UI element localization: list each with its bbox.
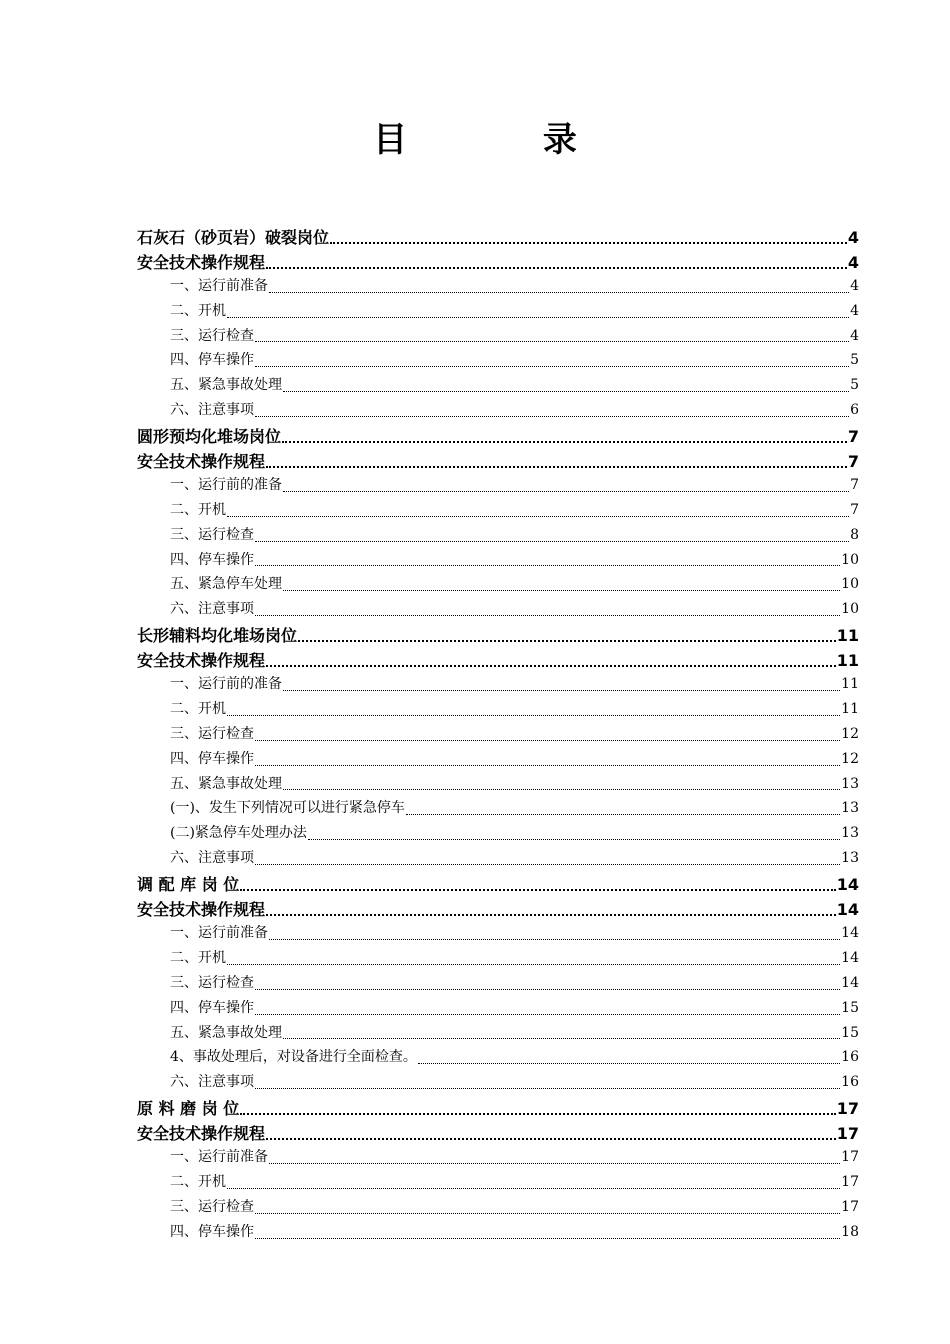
- toc-entry-text: 六、注意事项: [170, 601, 254, 618]
- toc-heading-entry[interactable]: [137, 1121, 859, 1146]
- toc-page-number: 14: [836, 900, 859, 920]
- dot-leader: [255, 972, 840, 997]
- toc-heading-entry[interactable]: [137, 872, 859, 897]
- toc-entry-text: 六、注意事项: [170, 1074, 254, 1091]
- toc-entry-text: 五、紧急事故处理: [170, 775, 282, 792]
- dot-leader: [227, 947, 840, 972]
- toc-page-number: 10: [841, 601, 859, 618]
- toc-page-number: 4: [847, 252, 859, 272]
- toc-heading-entry[interactable]: [137, 623, 859, 648]
- toc-page-number: 17: [841, 1173, 859, 1190]
- toc-entry-text: 二、开机: [170, 302, 226, 319]
- toc-page-number: 6: [850, 402, 859, 419]
- toc-entry-text: 五、紧急事故处理: [170, 377, 282, 394]
- dot-leader: [255, 1196, 840, 1221]
- toc-page-number: 12: [841, 725, 859, 742]
- toc-subentry[interactable]: [137, 349, 859, 374]
- toc-entry-text: 三、运行检查: [170, 974, 254, 991]
- dot-leader: [283, 573, 840, 598]
- toc-page-number: 16: [841, 1074, 859, 1091]
- dot-leader: [255, 598, 840, 623]
- toc-page-number: 7: [850, 476, 859, 493]
- dot-leader: [227, 499, 849, 524]
- dot-leader: [266, 1121, 836, 1146]
- toc-page-number: 13: [841, 800, 859, 817]
- toc-page-number: 17: [841, 1198, 859, 1215]
- toc-entry-text: 一、运行前的准备: [170, 476, 282, 493]
- toc-subentry[interactable]: [137, 997, 859, 1022]
- toc-entry-text: 圆形预均化堆场岗位: [137, 427, 282, 447]
- toc-subentry[interactable]: [137, 1046, 859, 1071]
- toc-entry-text: 四、停车操作: [170, 1223, 254, 1240]
- toc-entry-text: (二)紧急停车处理办法: [170, 825, 307, 842]
- dot-leader: [406, 797, 840, 822]
- toc-subentry[interactable]: [137, 399, 859, 424]
- toc-page-number: 10: [841, 551, 859, 568]
- dot-leader: [255, 349, 849, 374]
- toc-page-number: 15: [841, 999, 859, 1016]
- toc-heading-entry[interactable]: [137, 648, 859, 673]
- toc-entry-text: 一、运行前准备: [170, 924, 268, 941]
- toc-subentry[interactable]: [137, 374, 859, 399]
- dot-leader: [255, 524, 849, 549]
- toc-page-number: 11: [836, 626, 859, 646]
- toc-page-number: 13: [841, 850, 859, 867]
- toc-heading-entry[interactable]: [137, 225, 859, 250]
- dot-leader: [227, 698, 840, 723]
- dot-leader: [283, 374, 849, 399]
- toc-subentry[interactable]: [137, 698, 859, 723]
- toc-subentry[interactable]: [137, 499, 859, 524]
- toc-page-number: 7: [850, 501, 859, 518]
- toc-heading-entry[interactable]: [137, 250, 859, 275]
- toc-heading-entry[interactable]: [137, 897, 859, 922]
- dot-leader: [255, 847, 840, 872]
- toc-entry-text: 三、运行检查: [170, 1198, 254, 1215]
- dot-leader: [255, 723, 840, 748]
- toc-entry-text: 一、运行前准备: [170, 1148, 268, 1165]
- toc-page-number: 7: [847, 427, 859, 447]
- dot-leader: [266, 648, 836, 673]
- toc-page-number: 16: [841, 1049, 859, 1066]
- dot-leader: [418, 1046, 840, 1071]
- toc-subentry[interactable]: [137, 573, 859, 598]
- toc-page-number: 5: [850, 352, 859, 369]
- toc-entry-text: 五、紧急停车处理: [170, 576, 282, 593]
- toc-entry-text: 六、注意事项: [170, 402, 254, 419]
- toc-subentry[interactable]: [137, 723, 859, 748]
- dot-leader: [255, 399, 849, 424]
- toc-page-number: 12: [841, 750, 859, 767]
- dot-leader: [255, 1221, 840, 1246]
- toc-subentry[interactable]: [137, 1221, 859, 1246]
- dot-leader: [255, 325, 849, 350]
- dot-leader: [269, 275, 849, 300]
- dot-leader: [255, 549, 840, 574]
- toc-subentry[interactable]: [137, 947, 859, 972]
- toc-subentry[interactable]: [137, 673, 859, 698]
- toc-subentry[interactable]: [137, 325, 859, 350]
- dot-leader: [227, 1171, 840, 1196]
- toc-entry-text: 二、开机: [170, 501, 226, 518]
- toc-page-number: 11: [836, 651, 859, 671]
- toc-entry-text: 原 料 磨 岗 位: [137, 1099, 240, 1119]
- toc-entry-text: 三、运行检查: [170, 526, 254, 543]
- toc-subentry[interactable]: [137, 748, 859, 773]
- toc-page-number: 17: [836, 1099, 859, 1119]
- toc-page-number: 7: [847, 452, 859, 472]
- toc-page-number: 4: [847, 228, 859, 247]
- dot-leader: [227, 300, 849, 325]
- toc-entry-text: 二、开机: [170, 1173, 226, 1190]
- toc-entry-text: 石灰石（砂页岩）破裂岗位: [137, 228, 330, 247]
- toc-entry-text: 4、事故处理后，对设备进行全面检查。: [170, 1049, 417, 1066]
- dot-leader: [266, 897, 836, 922]
- toc-subentry[interactable]: [137, 1196, 859, 1221]
- toc-page-number: 17: [836, 1124, 859, 1144]
- toc-page-number: 14: [836, 875, 859, 895]
- toc-entry-text: 六、注意事项: [170, 850, 254, 867]
- dot-leader: [240, 872, 835, 897]
- dot-leader: [282, 424, 847, 449]
- toc-entry-text: 一、运行前的准备: [170, 676, 282, 693]
- toc-subentry[interactable]: [137, 847, 859, 872]
- toc-page-number: 11: [841, 700, 859, 717]
- toc-subentry[interactable]: [137, 474, 859, 499]
- dot-leader: [283, 474, 849, 499]
- toc-entry-text: 三、运行检查: [170, 327, 254, 344]
- toc-page-number: 4: [850, 327, 859, 344]
- dot-leader: [298, 623, 836, 648]
- toc-entry-text: 长形辅料均化堆场岗位: [137, 626, 298, 646]
- toc-subentry[interactable]: [137, 1071, 859, 1096]
- toc-heading-entry[interactable]: [137, 424, 859, 449]
- toc-page-number: 4: [850, 302, 859, 319]
- dot-leader: [255, 997, 840, 1022]
- toc-page-number: 14: [841, 974, 859, 991]
- toc-subentry[interactable]: [137, 524, 859, 549]
- dot-leader: [283, 773, 840, 798]
- toc-page-number: 5: [850, 377, 859, 394]
- toc-subentry[interactable]: [137, 922, 859, 947]
- toc-entry-text: 安全技术操作规程: [137, 452, 266, 472]
- toc-page-number: 17: [841, 1148, 859, 1165]
- toc-page-number: 13: [841, 825, 859, 842]
- toc-heading-entry[interactable]: [137, 1096, 859, 1121]
- toc-entry-text: 四、停车操作: [170, 999, 254, 1016]
- toc-page-number: 14: [841, 949, 859, 966]
- dot-leader: [269, 922, 840, 947]
- toc-entry-text: (一)、发生下列情况可以进行紧急停车: [170, 800, 405, 817]
- toc-page-number: 18: [841, 1223, 859, 1240]
- table-of-contents: [137, 225, 859, 1246]
- dot-leader: [266, 449, 847, 474]
- toc-page-number: 15: [841, 1024, 859, 1041]
- dot-leader: [283, 673, 840, 698]
- toc-entry-text: 安全技术操作规程: [137, 252, 266, 272]
- toc-subentry[interactable]: [137, 549, 859, 574]
- toc-page-number: 14: [841, 924, 859, 941]
- toc-entry-text: 调 配 库 岗 位: [137, 875, 240, 895]
- dot-leader: [283, 1022, 840, 1047]
- dot-leader: [255, 748, 840, 773]
- toc-entry-text: 四、停车操作: [170, 551, 254, 568]
- toc-page-number: 8: [850, 526, 859, 543]
- dot-leader: [255, 1071, 840, 1096]
- dot-leader: [240, 1096, 835, 1121]
- page-title: 目 录: [373, 120, 639, 160]
- toc-entry-text: 四、停车操作: [170, 352, 254, 369]
- toc-entry-text: 四、停车操作: [170, 750, 254, 767]
- toc-subentry[interactable]: [137, 822, 859, 847]
- toc-subentry[interactable]: [137, 1171, 859, 1196]
- dot-leader: [308, 822, 840, 847]
- toc-page-number: 13: [841, 775, 859, 792]
- toc-entry-text: 三、运行检查: [170, 725, 254, 742]
- dot-leader: [330, 225, 847, 250]
- toc-page-number: 4: [850, 277, 859, 294]
- toc-subentry[interactable]: [137, 773, 859, 798]
- toc-entry-text: 安全技术操作规程: [137, 651, 266, 671]
- toc-subentry[interactable]: [137, 598, 859, 623]
- toc-page-number: 11: [841, 676, 859, 693]
- dot-leader: [266, 250, 847, 275]
- dot-leader: [269, 1146, 840, 1171]
- toc-entry-text: 二、开机: [170, 700, 226, 717]
- toc-entry-text: 安全技术操作规程: [137, 900, 266, 920]
- toc-subentry[interactable]: [137, 972, 859, 997]
- toc-subentry[interactable]: [137, 797, 859, 822]
- toc-subentry[interactable]: [137, 275, 859, 300]
- toc-page-number: 10: [841, 576, 859, 593]
- toc-subentry[interactable]: [137, 300, 859, 325]
- toc-entry-text: 五、紧急事故处理: [170, 1024, 282, 1041]
- toc-entry-text: 安全技术操作规程: [137, 1124, 266, 1144]
- toc-entry-text: 二、开机: [170, 949, 226, 966]
- toc-subentry[interactable]: [137, 1146, 859, 1171]
- toc-entry-text: 一、运行前准备: [170, 277, 268, 294]
- toc-subentry[interactable]: [137, 1022, 859, 1047]
- toc-heading-entry[interactable]: [137, 449, 859, 474]
